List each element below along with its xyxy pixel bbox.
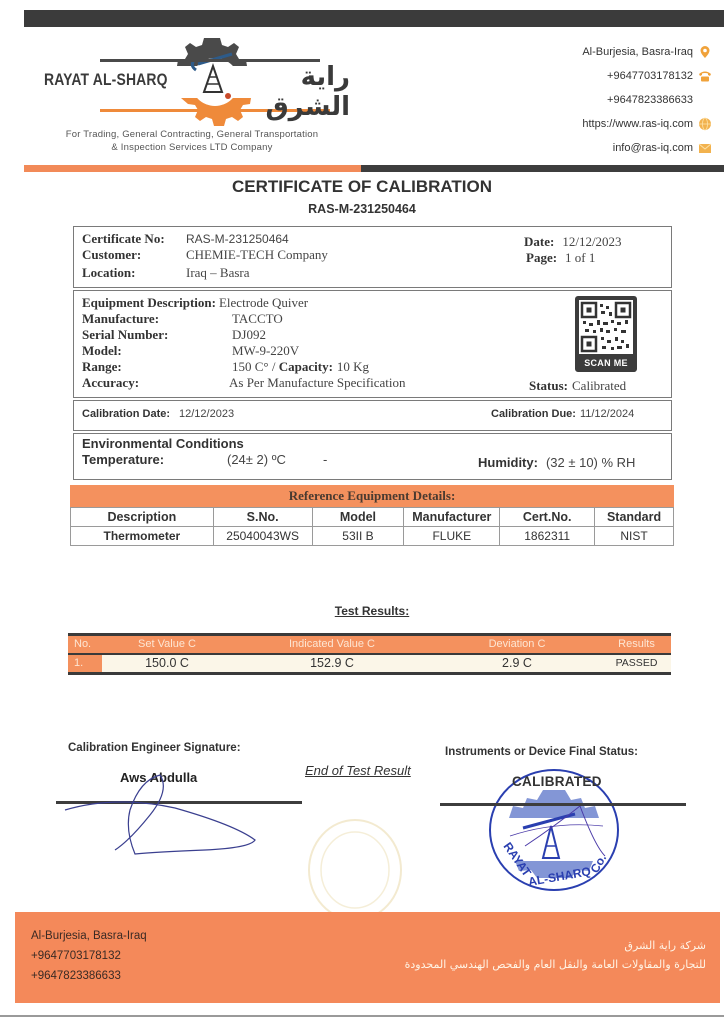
table-cell: 2.9 C (502, 656, 532, 670)
engineer-name: Aws Abdulla (120, 770, 198, 785)
environment-heading: Environmental Conditions (82, 436, 244, 451)
column-header: Set Value C (138, 638, 196, 650)
end-of-test-result: End of Test Result (305, 763, 411, 778)
customer-label: Customer: (82, 247, 142, 262)
engineer-signature-label: Calibration Engineer Signature: (68, 742, 241, 754)
final-status-value: CALIBRATED (512, 774, 602, 789)
column-header: Deviation C (488, 638, 546, 650)
footer-arabic-line-1: شركة راية الشرق (624, 939, 706, 952)
table-cell: 1862311 (500, 527, 595, 546)
contact-phone-1-text[interactable]: +9647703178132 (607, 70, 693, 82)
envelope-icon (698, 141, 712, 155)
serial-number-value: DJ092 (232, 327, 266, 342)
certificate-number-heading: RAS-M-231250464 (308, 202, 416, 216)
logo-text-ar: راية الشرق (265, 62, 350, 122)
qr-code-pattern (579, 300, 633, 354)
calibration-due-label: Calibration Due: (491, 408, 576, 420)
footer-arabic-line-2: للتجارة والمقاولات العامة والنقل العام والفحص الهندسي المحدودة (404, 958, 706, 971)
final-status-label: Instruments or Device Final Status: (445, 746, 638, 758)
test-results-title: Test Results: (334, 604, 410, 618)
column-header: No. (74, 638, 92, 650)
page-bottom-rule (0, 1015, 724, 1017)
temperature-label: Temperature: (82, 452, 165, 467)
customer-value: CHEMIE-TECH Company (186, 247, 328, 262)
footer-contact (31, 926, 147, 986)
tagline-line-1: For Trading, General Contracting, General Transportation (65, 129, 319, 140)
header-divider-dark (361, 165, 724, 172)
footer-phone-1[interactable]: +9647703178132 (31, 950, 121, 962)
equipment-description-value: Electrode Quiver (218, 295, 309, 310)
column-header: Description (71, 508, 214, 527)
svg-text:Co.: Co. (587, 851, 610, 876)
table-cell: NIST (595, 527, 674, 546)
column-header: Cert.No. (500, 508, 595, 527)
reference-equipment-title: Reference Equipment Details: (70, 485, 674, 507)
table-rule (68, 672, 671, 675)
final-status-line (440, 803, 686, 806)
footer-banner (15, 912, 720, 1003)
environmental-conditions-box (73, 433, 672, 480)
contact-address-text: Al-Burjesia, Basra-Iraq (582, 46, 693, 58)
qr-scan-label: SCAN ME (584, 358, 628, 368)
footer-phone-2[interactable]: +9647823386633 (31, 970, 121, 982)
column-header: Model (312, 508, 404, 527)
location-value: Iraq – Basra (186, 265, 250, 280)
result-status: PASSED (615, 657, 658, 669)
contact-email-link[interactable]: info@ras-iq.com (612, 142, 693, 154)
header-top-bar (24, 10, 724, 27)
column-header: Standard (595, 508, 674, 527)
footer-arabic-company (405, 936, 706, 974)
capacity-value: 10 Kg (336, 359, 370, 374)
humidity-label: Humidity: (478, 455, 538, 470)
certificate-title: CERTIFICATE OF CALIBRATION (231, 177, 492, 196)
status-value: Calibrated (572, 378, 627, 393)
date-label: Date: (524, 234, 555, 249)
table-header-row (68, 636, 671, 653)
svg-text:AL-SHARQ: AL-SHARQ (527, 864, 592, 889)
temperature-dash: - (323, 452, 328, 467)
tagline-line-2: & Inspection Services LTD Company (111, 142, 273, 153)
date-value: 12/12/2023 (562, 234, 622, 249)
certificate-info-box (73, 226, 672, 288)
qr-code[interactable] (575, 296, 637, 372)
manufacture-label: Manufacture: (82, 311, 160, 326)
column-header: Results (618, 638, 655, 650)
table-cell: 150.0 C (145, 656, 189, 670)
accuracy-value: As Per Manufacture Specification (229, 375, 406, 390)
reference-equipment-table (70, 507, 674, 546)
serial-number-label: Serial Number: (82, 327, 169, 342)
range-value: 150 C° / (232, 359, 279, 374)
contact-email[interactable] (582, 136, 712, 160)
column-header: S.No. (213, 508, 312, 527)
handwritten-signature-icon (55, 770, 265, 860)
table-cell: 53II B (312, 527, 404, 546)
calibration-date-label: Calibration Date: (82, 408, 171, 420)
phone-icon (698, 69, 712, 83)
contact-phone-1[interactable] (582, 64, 712, 88)
equipment-description-label: Equipment Description: (82, 295, 216, 310)
model-label: Model: (82, 343, 122, 358)
table-cell: FLUKE (404, 527, 500, 546)
company-tagline (42, 128, 342, 154)
calibration-dates-box (73, 400, 672, 431)
column-header: Manufacturer (404, 508, 500, 527)
column-header: Indicated Value C (288, 638, 376, 650)
location-label: Location: (82, 265, 136, 280)
table-cell: Thermometer (71, 527, 214, 546)
range-label: Range: (82, 359, 122, 374)
contact-website-link[interactable]: https://www.ras-iq.com (582, 118, 693, 130)
model-value: MW-9-220V (232, 343, 300, 358)
page-value: 1 of 1 (565, 250, 596, 265)
contact-website[interactable] (582, 112, 712, 136)
table-cell: 152.9 C (310, 656, 354, 670)
globe-icon (698, 117, 712, 131)
footer-address: Al-Burjesia, Basra-Iraq (31, 930, 147, 942)
watermark-stamp-icon (305, 815, 405, 925)
temperature-value: (24± 2) ºC (227, 452, 286, 467)
status-label: Status: (529, 378, 569, 393)
qr-icon (579, 300, 633, 354)
page-label: Page: (526, 250, 558, 265)
certificate-no-value: RAS-M-231250464 (186, 232, 289, 246)
table-row (68, 655, 671, 672)
table-cell: 1. (68, 655, 102, 672)
header-contact-list (582, 40, 712, 160)
svg-text:RAYAT: RAYAT (500, 839, 534, 880)
table-cell: 25040043WS (213, 527, 312, 546)
logo-text-en: RAYAT AL-SHARQ (44, 70, 168, 89)
company-logo (30, 32, 350, 154)
contact-address (582, 40, 712, 64)
accuracy-label: Accuracy: (82, 375, 140, 390)
calibration-date-value: 12/12/2023 (179, 408, 235, 420)
humidity-value: (32 ± 10) % RH (545, 455, 636, 470)
manufacture-value: TACCTO (232, 311, 283, 326)
header-divider-orange (24, 165, 361, 172)
certificate-no-label: Certificate No: (82, 231, 165, 246)
capacity-label: Capacity: (278, 359, 333, 374)
table-header-row (71, 508, 674, 527)
contact-phone-2[interactable] (582, 88, 712, 112)
table-row (71, 527, 674, 546)
contact-phone-2-text[interactable]: +9647823386633 (607, 94, 693, 106)
location-pin-icon (698, 45, 712, 59)
calibration-due-value: 11/12/2024 (579, 408, 635, 420)
test-results-table (68, 633, 671, 675)
